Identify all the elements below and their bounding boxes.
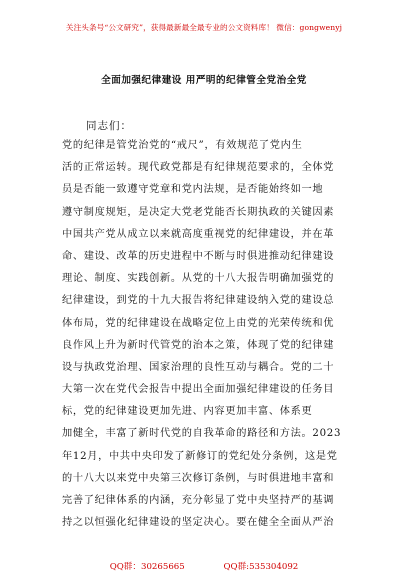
body-line: 设与执政党治理、国家治理的良性互动与耦合。党的二十 — [62, 361, 335, 373]
body-line: 命、建设、改革的历史进程中不断与时俱进推动纪律建设 — [62, 250, 335, 262]
body-line: 党的纪律是管党治党的“戒尺”，有效规范了党内生 — [62, 140, 303, 151]
salutation: 同志们： — [86, 120, 132, 132]
body-line: 员是否能一致遵守党章和党内法规，是否能始终如一地 — [62, 184, 324, 196]
document-title: 全面加强纪律建设 用严明的纪律管全党治全党 — [101, 75, 307, 86]
body-line: 完善了纪律体系的内涵，充分彰显了党中央坚持严的基调 — [62, 495, 335, 506]
body-line: 大第一次在党代会报告中提出全面加强纪律建设的任务目 — [62, 384, 335, 396]
body-line: 活的正常运转。现代政党都是有纪律规范要求的，全体党 — [62, 162, 335, 174]
footer-contact — [0, 560, 408, 572]
footer-qq-group-2: QQ群:535304092 — [223, 562, 299, 572]
body-line: 的十八大以来党中央第三次修订条例，与时俱进地丰富和 — [62, 472, 335, 484]
document-body — [62, 135, 352, 534]
body-line: 良作风上升为新时代管党的治本之策，体现了党的纪律建 — [62, 339, 335, 351]
body-line: 标，党的纪律建设更加先进、内容更加丰富、体系更 — [62, 406, 313, 418]
footer-qq-group-1: QQ群：30265665 — [109, 562, 185, 572]
body-line: 体布局，党的纪律建设在战略定位上由党的光荣传统和优 — [62, 317, 335, 329]
body-line: 理论、制度、实践创新。从党的十八大报告明确加强党的 — [62, 273, 335, 285]
body-line: 中国共产党从成立以来就高度重视党的纪律建设，并在革 — [62, 228, 335, 240]
body-line: 遵守制度规矩，是决定大党老党能否长期执政的关键因素 — [62, 206, 335, 218]
body-line: 年12月，中共中央印发了新修订的党纪处分条例，这是党 — [62, 450, 338, 462]
header-promo-banner: 关注头条号“公文研究”，获得最新最全最专业的公文资料库！ 微信：gongwenyj — [65, 23, 343, 32]
body-line: 加健全，丰富了新时代党的自我革命的路径和方法。2023 — [62, 428, 342, 440]
body-line: 纪律建设，到党的十九大报告将纪律建设纳入党的建设总 — [62, 295, 335, 307]
body-line: 持之以恒强化纪律建设的坚定决心。要在健全全面从严治 — [62, 517, 335, 529]
